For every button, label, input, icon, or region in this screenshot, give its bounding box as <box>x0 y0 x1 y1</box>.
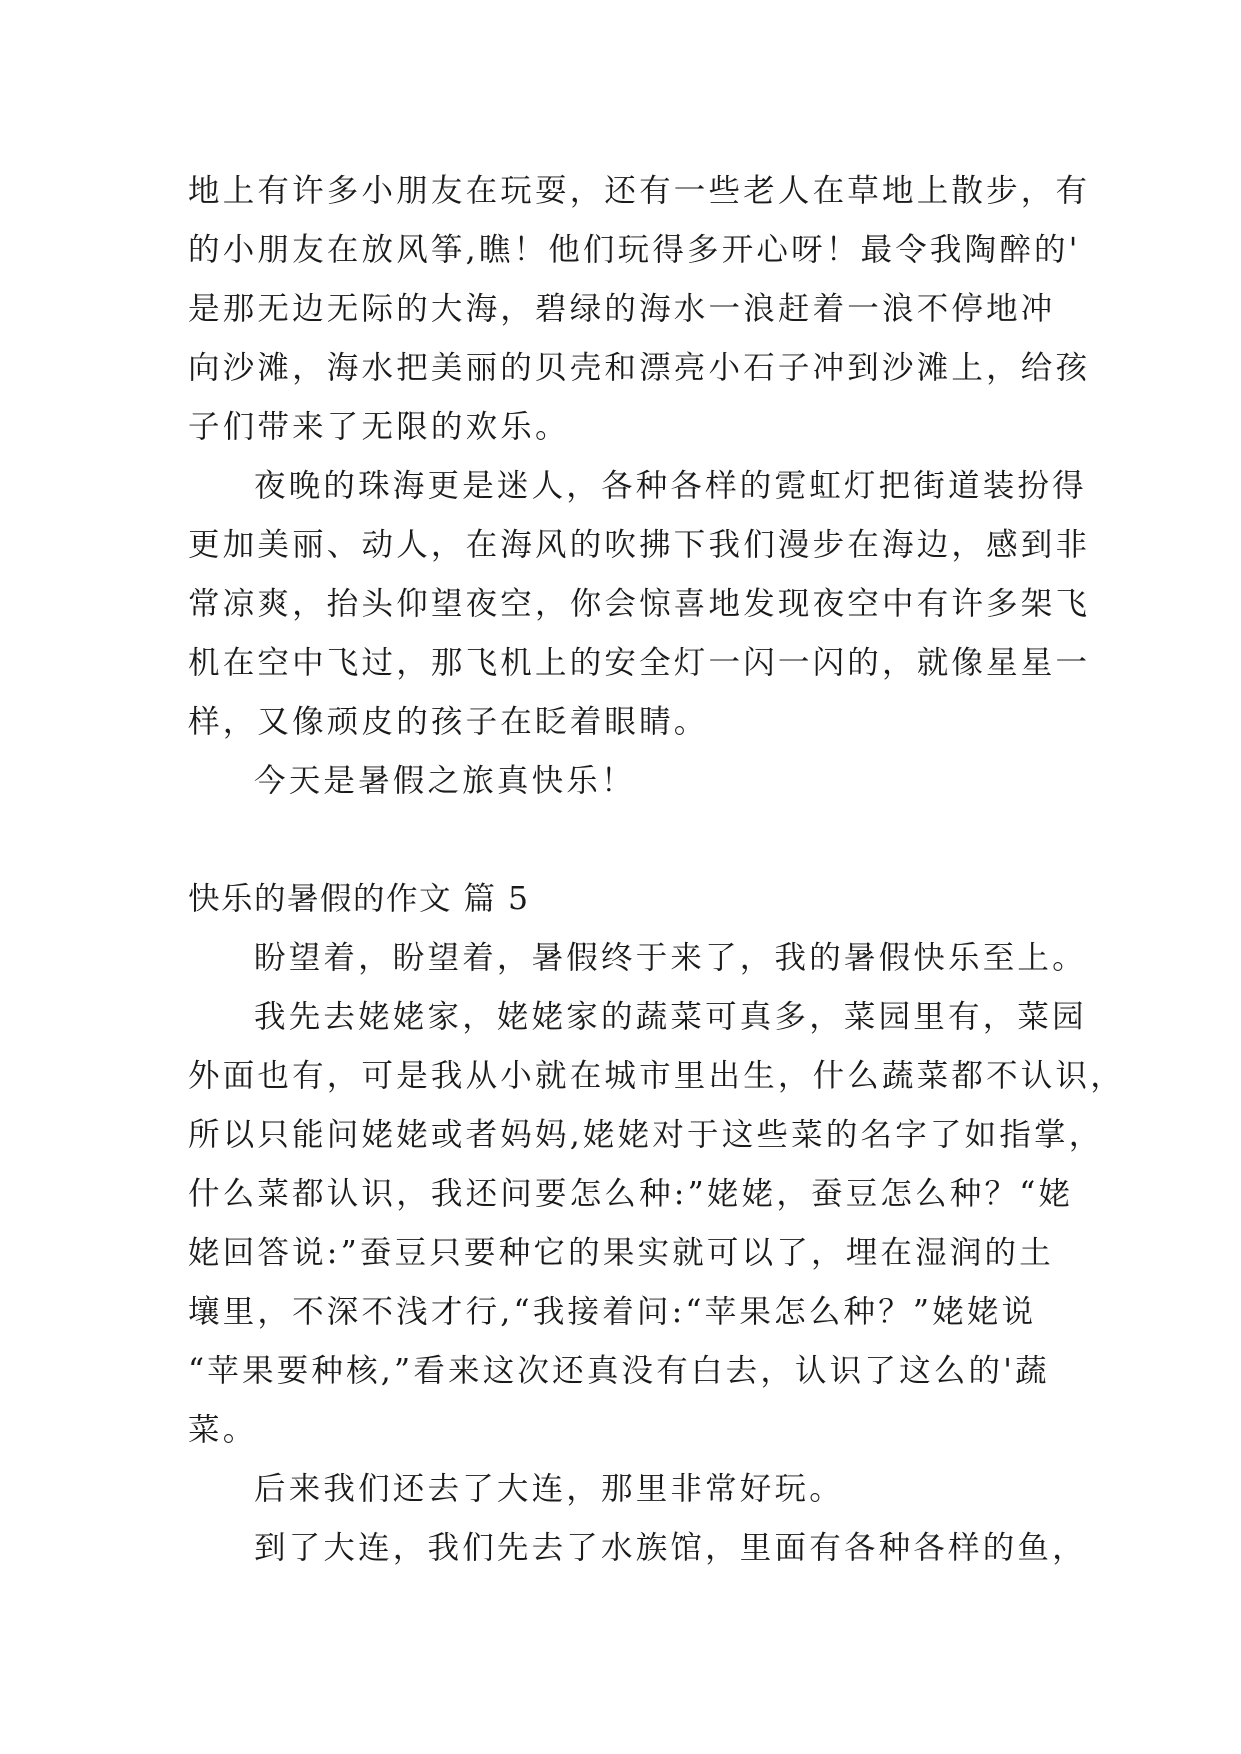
paragraph-grandma <box>188 988 1125 1460</box>
paragraph-line: 所以只能问姥姥或者妈妈,姥姥对于这些菜的名字了如指掌， <box>188 1117 1104 1153</box>
paragraph-aquarium <box>188 1519 1088 1578</box>
paragraph-line: 子们带来了无限的欢乐。 <box>188 409 570 445</box>
document-body <box>188 162 1125 1578</box>
paragraph-line: 壤里，不深不浅才行,“我接着问:“苹果怎么种？”姥姥说 <box>188 1294 1037 1330</box>
paragraph-conclusion <box>188 752 1088 811</box>
paragraph-line: 今天是暑假之旅真快乐！ <box>254 763 636 799</box>
paragraph-line: 后来我们还去了大连，那里非常好玩。 <box>254 1471 844 1507</box>
section-spacer <box>188 811 1088 870</box>
paragraph-line: 什么菜都认识，我还问要怎么种:”姥姥，蚕豆怎么种？“姥 <box>188 1176 1074 1212</box>
paragraph-line: “苹果要种核,”看来这次还真没有白去，认识了这么的'蔬 <box>188 1353 1050 1389</box>
paragraph-line: 常凉爽，抬头仰望夜空，你会惊喜地发现夜空中有许多架飞 <box>188 586 1091 622</box>
paragraph-line: 的小朋友在放风筝,瞧！他们玩得多开心呀！最令我陶醉的' <box>188 232 1081 268</box>
paragraph-line: 夜晚的珠海更是迷人，各种各样的霓虹灯把街道装扮得 <box>254 468 1087 504</box>
paragraph-dalian <box>188 1460 1088 1519</box>
paragraph-line: 姥回答说:”蚕豆只要种它的果实就可以了，埋在湿润的土 <box>188 1235 1054 1271</box>
paragraph-line: 菜。 <box>188 1412 258 1448</box>
paragraph-line: 是那无边无际的大海，碧绿的海水一浪赶着一浪不停地冲 <box>188 291 1056 327</box>
paragraph-seaside <box>188 162 1091 457</box>
paragraph-line: 更加美丽、动人，在海风的吹拂下我们漫步在海边，感到非 <box>188 527 1091 563</box>
paragraph-line: 样，又像顽皮的孩子在眨着眼睛。 <box>188 704 709 740</box>
paragraph-line: 盼望着，盼望着，暑假终于来了，我的暑假快乐至上。 <box>254 940 1087 976</box>
paragraph-night <box>188 457 1091 752</box>
paragraph-line: 到了大连，我们先去了水族馆，里面有各种各样的鱼， <box>254 1530 1087 1566</box>
paragraph-line: 机在空中飞过，那飞机上的安全灯一闪一闪的，就像星星一 <box>188 645 1091 681</box>
paragraph-line: 地上有许多小朋友在玩耍，还有一些老人在草地上散步，有 <box>188 173 1091 209</box>
section-heading: 快乐的暑假的作文 篇 5 <box>188 881 530 917</box>
paragraph-line: 外面也有，可是我从小就在城市里出生，什么蔬菜都不认识， <box>188 1058 1125 1094</box>
paragraph-line: 我先去姥姥家，姥姥家的蔬菜可真多，菜园里有，菜园 <box>254 999 1087 1035</box>
paragraph-line: 向沙滩，海水把美丽的贝壳和漂亮小石子冲到沙滩上，给孩 <box>188 350 1091 386</box>
paragraph-intro <box>188 929 1088 988</box>
